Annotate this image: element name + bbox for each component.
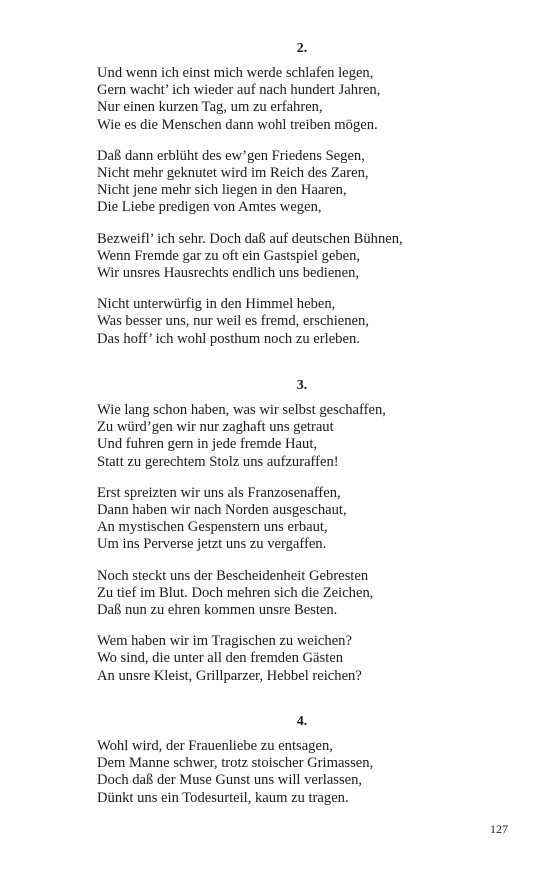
poem-line: Wie lang schon haben, was wir selbst geschaffen, [97,402,386,418]
poem-line: Und fuhren gern in jede fremde Haut, [97,436,318,453]
poem-line: An unsre Kleist, Grillparzer, Hebbel reichen? [97,667,362,684]
poem-line: Dann haben wir nach Norden ausgeschaut, [97,502,347,519]
poem-section-4 [97,713,507,807]
poem-line: Bezweifl’ ich sehr. Doch daß auf deutschen Bühnen, [97,230,403,247]
poem-line: Nur einen kurzen Tag, um zu erfahren, [97,99,323,116]
poem-line: Daß nun zu ehren kommen unsre Besten. [97,602,338,619]
stanza [97,633,507,685]
poem-line: Das hoff’ ich wohl posthum noch zu erleben. [97,330,360,347]
stanza [97,485,507,554]
poem-line: Wohl wird, der Frauenliebe zu entsagen, [97,738,333,754]
poem-line: An mystischen Gespenstern uns erbaut, [97,519,328,536]
stanza [97,231,507,283]
poem-line: Um ins Perverse jetzt uns zu vergaffen. [97,536,327,553]
poem-line: Gern wacht’ ich wieder auf nach hundert Jahren, [97,82,381,99]
poem-line: Dem Manne schwer, trotz stoischer Grimassen, [97,755,374,772]
poem-line: Noch steckt uns der Bescheidenheit Gebresten [97,567,369,584]
poem-line: Wo sind, die unter all den fremden Gästen [97,650,344,667]
poem-line: Nicht unterwürfig in den Himmel heben, [97,296,336,313]
page-number: 127 [490,822,508,836]
poem-line: Nicht mehr geknutet wird im Reich des Zaren, [97,165,369,182]
stanza [97,568,507,620]
poem-line: Wem haben wir im Tragischen zu weichen? [97,633,352,650]
stanza [97,65,507,134]
stanza [97,148,507,217]
poem-line: Die Liebe predigen von Amtes wegen, [97,199,322,216]
stanza [97,738,507,807]
poem-line: Nicht jene mehr sich liegen in den Haaren, [97,182,347,199]
poem-line: Zu tief im Blut. Doch mehren sich die Zeichen, [97,584,374,601]
poem-line: Daß dann erblüht des ew’gen Friedens Segen, [97,147,365,164]
poem-line: Was besser uns, nur weil es fremd, erschienen, [97,313,369,330]
poem-line: Erst spreizten wir uns als Franzosenaffen, [97,484,341,501]
section-number: 3. [296,378,308,393]
section-number: 2. [296,41,308,56]
section-number: 4. [296,714,308,729]
poem-line: Zu würd’gen wir nur zaghaft uns getraut [97,419,334,436]
poem-line: Doch daß der Muse Gunst uns will verlassen, [97,772,363,789]
poem-line: Dünkt uns ein Todesurteil, kaum zu tragen. [97,789,349,806]
poem-section-3 [97,377,507,685]
poem-line: Statt zu gerechtem Stolz uns aufzuraffen! [97,453,339,470]
stanza [97,402,507,471]
poem-line: Wir unsres Hausrechts endlich uns bedienen, [97,265,360,282]
poem-line: Wie es die Menschen dann wohl treiben mögen. [97,116,378,133]
poem-line: Wenn Fremde gar zu oft ein Gastspiel geben, [97,247,361,264]
poem-line: Und wenn ich einst mich werde schlafen legen, [97,65,374,81]
poem-section-2 [97,40,507,348]
stanza [97,296,507,348]
